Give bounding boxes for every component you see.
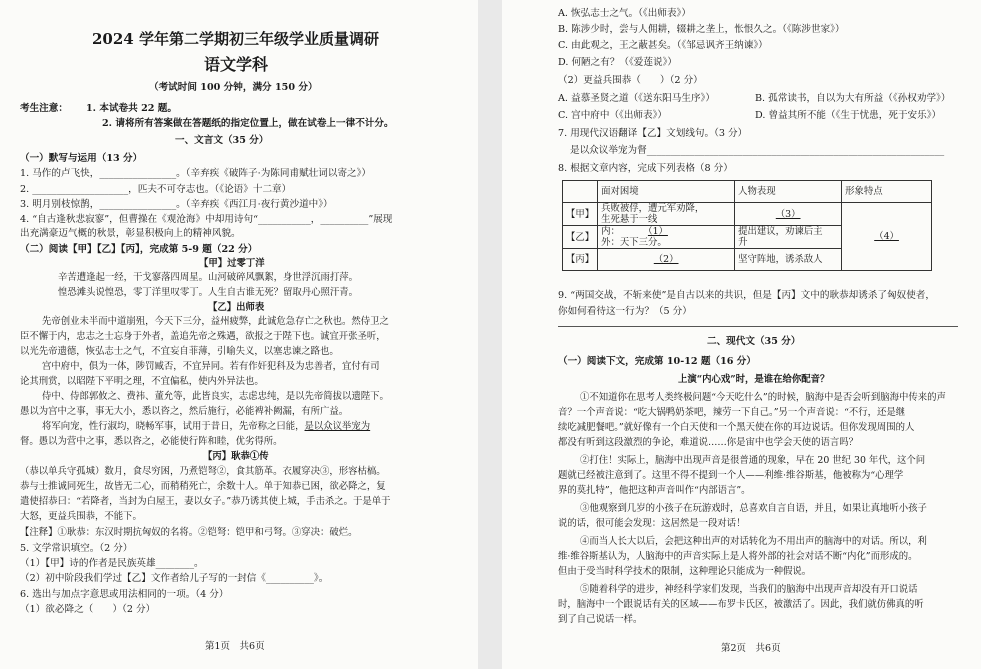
blank-label: （4）	[874, 231, 899, 242]
question-7: 7. 用现代汉语翻译【乙】文划线句。（3 分）	[558, 128, 748, 139]
option-a: A. 恢弘志士之气。（《出师表》）	[558, 8, 691, 19]
bing-line: 遣使招恭曰：“若降者，当封为白屋王，妻以女子。”恭乃诱其使上城，手击杀之。于是单于	[20, 496, 391, 507]
page-footer: 第1页 共6页	[205, 641, 265, 652]
article-line: 题就已经被注意到了。这里不得不提到一个人——利维·维谷斯基，他被称为“心理学	[558, 470, 904, 481]
part-2-heading: （二）阅读【甲】【乙】【丙】，完成第 5-9 题（22 分）	[20, 244, 258, 255]
option-c: C. 由此观之，王之蔽甚矣。（《邹忌讽齐王纳谏》）	[558, 40, 768, 51]
question-9-cont: 你如何看待这一行为？（5 分）	[558, 306, 692, 317]
q3-text: 3. 明月别枝惊鹊，	[20, 199, 100, 210]
option-d2: D. 曾益其所不能（《生于忧患，死于安乐》）	[755, 110, 942, 121]
answer-cell-4[interactable]	[842, 203, 932, 271]
q5-2-end: 》。	[313, 573, 329, 584]
question-5-2	[20, 573, 328, 585]
blank-label: （3）	[775, 208, 801, 220]
bing-line: （恭以单兵守孤城）数月，食尽穷困，乃煮铠弩②，食其筋革。衣履穿决③，形容枯槁。	[20, 466, 386, 477]
cell-text: 升	[738, 237, 748, 248]
blank-label: （2）	[653, 254, 679, 265]
q4-blank-1[interactable]: ___________	[257, 214, 311, 225]
table-cell	[598, 203, 735, 226]
table-header-row	[563, 181, 932, 203]
q2-blank[interactable]: ____________________	[32, 184, 129, 195]
answer-cell-3[interactable]	[735, 203, 842, 226]
poem-line-2: 惶恐滩头说惶恐，零丁洋里叹零丁。人生自古谁无死？留取丹心照汗青。	[58, 287, 359, 298]
q4-blank-2[interactable]: __________	[320, 214, 369, 225]
question-1	[20, 168, 371, 180]
table-header: 形象特点	[842, 181, 932, 203]
row-label: 【乙】	[563, 226, 598, 249]
article-line: ①不知道你在思考人类终极问题“今天吃什么”的时候，脑海中是否会听到脑海中传来的声	[580, 392, 946, 403]
notice-label: 考生注意：	[20, 103, 68, 114]
exam-title: 2024 学年第二学期初三年级学业质量调研	[92, 30, 379, 48]
table-cell	[735, 226, 842, 249]
article-line: 音？一个声音说：“吃大锅鸭奶茶吧，辣劳一下自己。”另一个声音说：“不行，还是继	[558, 407, 906, 418]
question-6-1: （1）欲必降之（ ）（2 分）	[20, 604, 156, 615]
article-line: ③他观察到几岁的小孩子在玩游戏时，总喜欢自言自语，并且，如果让真地听小孩子	[580, 503, 927, 514]
table-header	[563, 181, 598, 203]
answer-cell-2[interactable]	[598, 249, 735, 271]
q5-2-blank[interactable]: __________	[265, 573, 314, 584]
option-d: D. 何陋之有？（《爱莲说》）	[558, 57, 677, 68]
yi-underlined-sentence: 是以众议举宠为	[304, 421, 371, 432]
q8-table	[562, 180, 932, 271]
answer-cell-1[interactable]	[598, 226, 735, 249]
question-2	[20, 184, 291, 196]
notice-2: 2. 请将所有答案做在答题纸的指定位置上，做在试卷上一律不计分。	[102, 118, 394, 129]
cell-text: 兵败被俘，遭元军劝降，	[601, 203, 705, 214]
question-6-2: （2）更益兵围恭（ ）（2 分）	[558, 75, 703, 86]
q5-1-end: 。	[194, 558, 204, 569]
row-label: 【丙】	[563, 249, 598, 271]
table-header: 人物表现	[735, 181, 842, 203]
question-4	[20, 214, 392, 226]
article-line: 界的莫扎特”，他把这种声音叫作“内部语言”。	[558, 485, 751, 496]
yi-line: 臣不懈于内，忠志之士忘身于外者，盖追先帝之殊遇，欲报之于陛下也。诚宜开张圣听，	[20, 331, 386, 342]
article-title: 上演“内心戏”时，是谁在给你配音？	[678, 374, 830, 385]
question-3	[20, 199, 333, 211]
yi-line: 侍中、侍郎郭攸之、费祎、董允等，此皆良实，志虑忠纯，是以先帝简拔以遗陛下。	[42, 391, 389, 402]
option-a2: A. 益慕圣贤之道（《送东阳马生序》）	[558, 93, 715, 104]
q3-source: 。（辛弃疾《西江月·夜行黄沙道中》）	[176, 199, 333, 210]
q5-1-text: （1）【甲】诗的作者是民族英雄	[20, 558, 156, 569]
article-line: ⑤随着科学的进步，神经科学家们发现，当我们的脑海中出现声音却没有开口说话	[580, 584, 918, 595]
page-footer: 第2页 共6页	[721, 643, 781, 654]
poem-line-1: 辛苦遭逢起一经，干戈寥落四周星。山河破碎风飘絮，身世浮沉雨打萍。	[58, 272, 359, 283]
article-line: 维·维谷斯基认为，人脑海中的声音实际上是人将外部的社会对话不断“内化”而形成的。	[558, 551, 918, 562]
table-row	[563, 203, 932, 226]
yi-line-text: 将军向宠，性行淑均，晓畅军事，试用于昔日，先帝称之曰能，	[42, 421, 305, 432]
cell-text: 生死悬于一线	[601, 214, 658, 225]
q2-num: 2.	[20, 184, 33, 195]
bing-line: 恭与士推诚同死生，故皆无二心，而稍稍死亡，余数十人。单于知恭已困，欲必降之，复	[20, 481, 386, 492]
q4-text: 4. “自古逢秋悲寂寥”，但曹操在《观沧海》中却用诗句“	[20, 214, 258, 225]
table-header: 面对困境	[598, 181, 735, 203]
article-line: ②打住！实际上，脑海中出现声音是很普通的现象，早在 20 世纪 30 年代，这个问	[580, 455, 926, 466]
question-5: 5. 文学常识填空。（2 分）	[20, 543, 133, 554]
question-9: 9. “两国交战，不斩来使”是自古以来的共识，但是【丙】文中的耿恭却诱杀了匈奴使者，	[558, 290, 935, 301]
section-2-heading: 二、现代文（35 分）	[707, 336, 801, 347]
yi-line	[42, 421, 370, 433]
q7-answer-line[interactable]: ______________________________________________________________	[646, 145, 945, 156]
option-b2: B. 孤常读书，自以为大有所益（《孙权劝学》）	[755, 93, 951, 104]
subject-title: 语文学科	[204, 55, 269, 74]
notice-1: 1. 本试卷共 22 题。	[86, 103, 177, 114]
question-5-1	[20, 558, 204, 570]
q1-blank[interactable]: ________________	[99, 168, 177, 179]
q7-sentence: 是以众议举宠为督	[570, 145, 647, 156]
article-line: 到了自己说话一样。	[558, 614, 643, 625]
divider	[558, 326, 958, 327]
q3-blank[interactable]: ________________	[99, 199, 177, 210]
q2-text: ，匹夫不可夺志也。（《论语》十二章）	[128, 184, 292, 195]
q1-source: 。（辛弃疾《破阵子·为陈同甫赋壮词以寄之》）	[176, 168, 372, 179]
article-line: 时，脑海中一个跟说话有关的区域——布罗卡氏区，被激活了。因此，我们就仿佛真的听	[558, 599, 924, 610]
exam-info: （考试时间 100 分钟，满分 150 分）	[149, 82, 318, 93]
yi-line: 以光先帝遗德，恢弘志士之气，不宜妄自菲薄，引喻失义，以塞忠谏之路也。	[20, 346, 339, 357]
table-cell: 坚守阵地，诱杀敌人	[735, 249, 842, 271]
article-line: 续吃减肥餐吧。”就好像有一个白天使和一个黑天使在你的耳边说话。但你发现周围的人	[558, 422, 915, 433]
part-1-heading: （一）默写与运用（13 分）	[20, 153, 143, 164]
q1-text: 1. 马作的卢飞快，	[20, 168, 100, 179]
yi-heading: 【乙】出师表	[208, 302, 265, 313]
bing-heading: 【丙】耿恭①传	[203, 451, 269, 462]
q5-1-blank[interactable]: ________	[155, 558, 194, 569]
jia-heading: 【甲】过零丁洋	[199, 258, 265, 269]
q5-2-text: （2）初中阶段我们学过【乙】文作者给儿子写的一封信《	[20, 573, 266, 584]
q4-end: ”展现	[368, 214, 393, 225]
cell-text: 外：天下三分。	[601, 237, 667, 248]
cell-text: 内：	[601, 226, 620, 237]
q7-translate-line	[570, 145, 944, 157]
yi-line: 论其刑赏，以昭陛下平明之理，不宜偏私，使内外异法也。	[20, 376, 264, 387]
article-line: 说的话，很可能会发现：这居然是一段对话！	[558, 518, 746, 529]
question-6: 6. 选出与加点字意思或用法相同的一项。（4 分）	[20, 589, 229, 600]
exam-page-1	[0, 0, 478, 669]
section-1-heading: 一、文言文（35 分）	[175, 135, 269, 146]
exam-page-2	[502, 0, 981, 669]
question-8: 8. 根据文章内容，完成下列表格（8 分）	[558, 163, 733, 174]
q4-comma: ，	[310, 214, 321, 225]
article-line: 但由于受当时科学技术的限制，这种理论只能成为一种假说。	[558, 566, 812, 577]
option-b: B. 陈涉少时，尝与人佣耕，辍耕之垄上，怅恨久之。（《陈涉世家》）	[558, 24, 845, 35]
cell-text: 提出建议，劝谏后主	[738, 226, 823, 237]
article-line: 都没有听到这段激烈的争论，难道说……你是宙中也学会天使的语言吗？	[558, 437, 859, 448]
question-4-cont: 出充满豪迈气概的秋景，彰显积极向上的精神风貌。	[20, 228, 241, 239]
yi-line: 先帝创业未半而中道崩殂，今天下三分，益州疲弊，此诚危急存亡之秋也。然侍卫之	[42, 316, 389, 327]
blank-label: （1）	[647, 226, 668, 237]
option-c2: C. 宫中府中（《出师表》）	[558, 110, 668, 121]
yi-line-last: 督。愚以为营中之事，悉以咨之，必能使行阵和睦，优劣得所。	[20, 436, 283, 447]
article-line: ④而当人长大以后，会把这种出声的对话转化为不用出声的脑海中的对话。所以，利	[580, 536, 927, 547]
row-label: 【甲】	[563, 203, 598, 226]
yi-line: 愚以为宫中之事，事无大小，悉以咨之，然后施行，必能裨补阙漏，有所广益。	[20, 406, 349, 417]
part-1-heading-2: （一）阅读下文，完成第 10-12 题（16 分）	[558, 356, 756, 367]
bing-line: 大怒，更益兵围恭，不能下。	[20, 511, 142, 522]
yi-line: 宫中府中，俱为一体，陟罚臧否，不宜异同。若有作奸犯科及为忠善者，宜付有司	[42, 361, 380, 372]
annotation-note: 【注释】①耿恭：东汉时期抗匈奴的名将。②铠弩：铠甲和弓弩。③穿决：破烂。	[20, 527, 358, 538]
